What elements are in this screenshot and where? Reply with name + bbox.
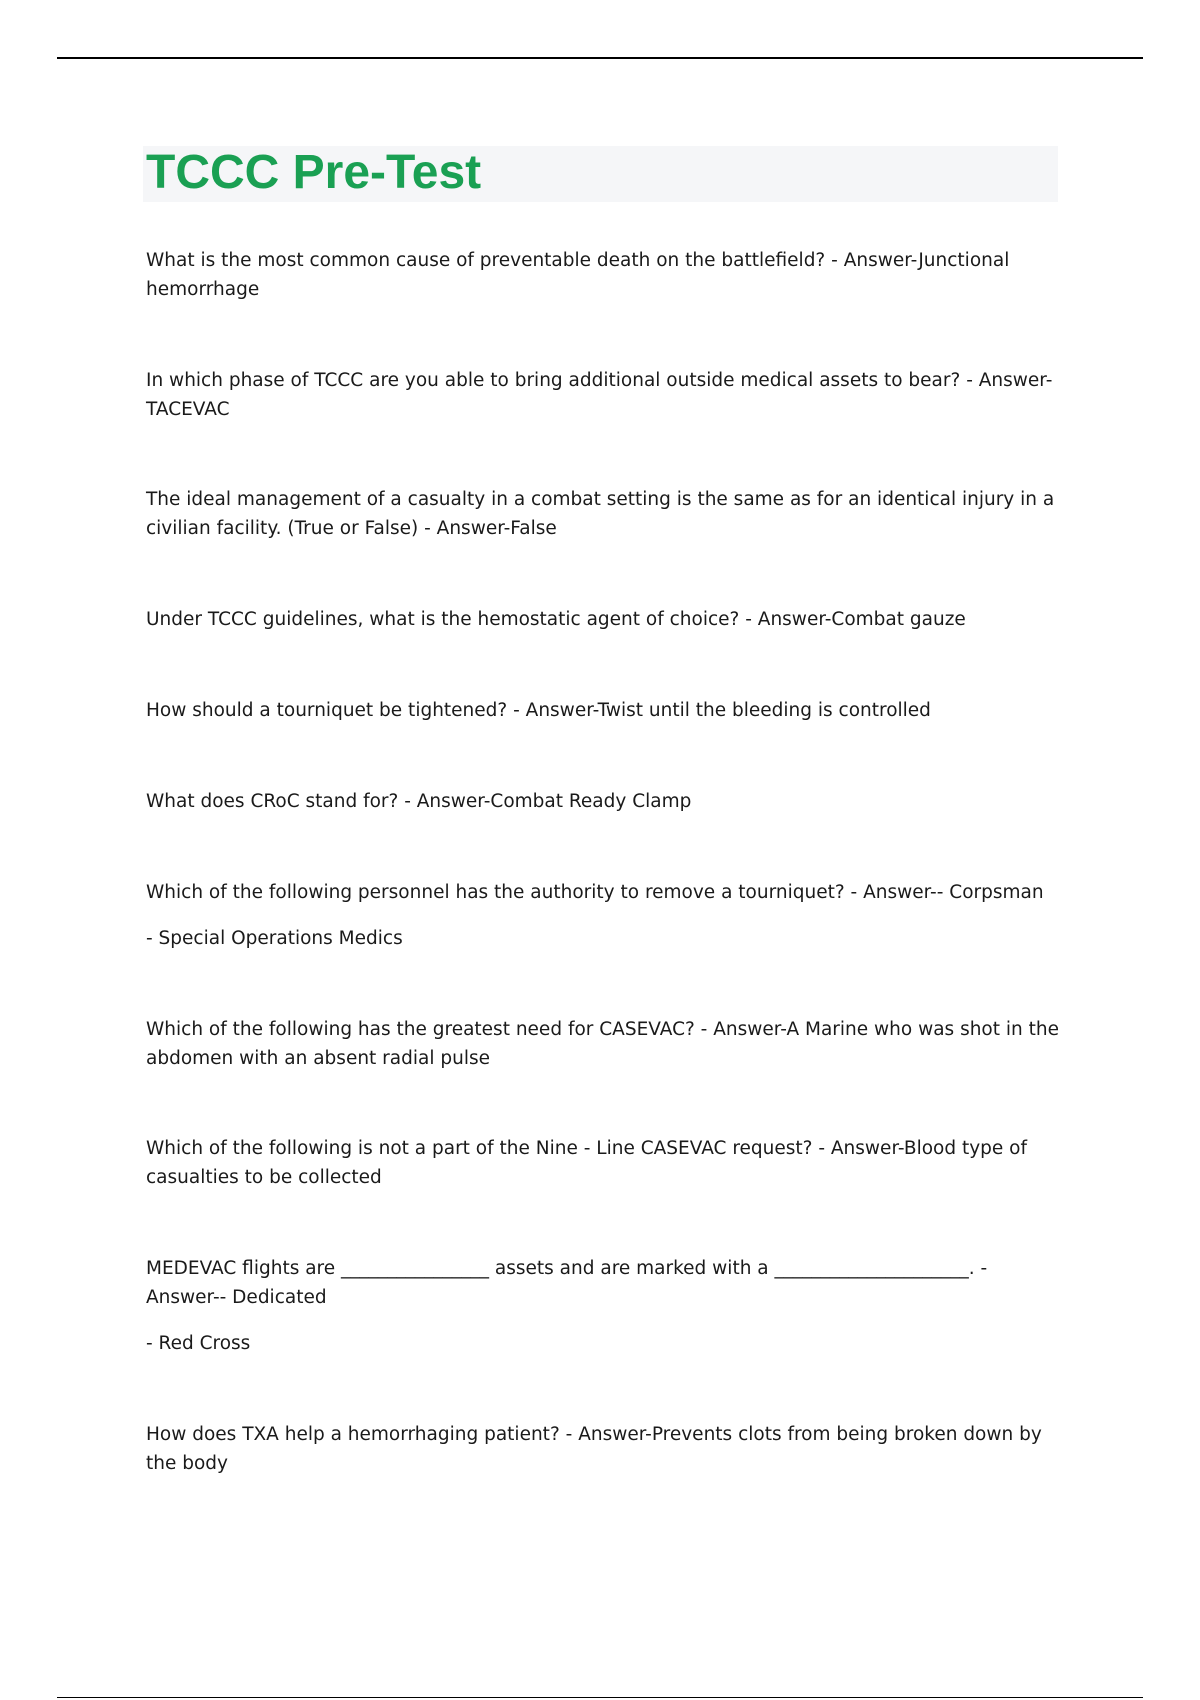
qa-item-9 [146,1134,1066,1192]
qa-item-1 [146,246,1066,304]
qa-text: In which phase of TCCC are you able to bring additional outside medical assets to bear? - Answer-TACEVAC [146,370,1053,420]
qa-item-3 [146,485,1066,543]
qa-text: The ideal management of a casualty in a combat setting is the same as for an identical injury in a civilian facility. (True or False) - Answer-False [146,489,1055,539]
qa-text: Which of the following personnel has the authority to remove a tourniquet? - Answer-- Corpsman [146,882,1044,903]
qa-text: How should a tourniquet be tightened? - Answer-Twist until the bleeding is controlled [146,700,931,721]
qa-item-2 [146,366,1066,424]
qa-text: What is the most common cause of preventable death on the battlefield? - Answer-Junctional hemorrhage [146,250,1010,300]
footer-rule [57,1697,1143,1698]
qa-item-5 [146,696,1066,725]
qa-answer-continuation: - Special Operations Medics [146,928,403,949]
qa-item-4 [146,605,1066,634]
qa-item-7 [146,878,1066,953]
page-title: TCCC Pre-Test [146,146,482,199]
qa-item-6 [146,787,1066,816]
qa-item-8 [146,1015,1066,1073]
qa-text: Which of the following is not a part of the Nine - Line CASEVAC request? - Answer-Blood type of casualties to be collected [146,1138,1028,1188]
qa-answer-continuation: - Red Cross [146,1333,251,1354]
qa-text: MEDEVAC flights are ________________ assets and are marked with a _____________________. - Answer-- Dedicated [146,1258,988,1308]
qa-text: Which of the following has the greatest need for CASEVAC? - Answer-A Marine who was shot in the abdomen with an absent radial pulse [146,1019,1059,1069]
qa-item-11 [146,1420,1066,1478]
header-rule [57,57,1143,59]
qa-text: Under TCCC guidelines, what is the hemostatic agent of choice? - Answer-Combat gauze [146,609,966,630]
qa-text: What does CRoC stand for? - Answer-Combat Ready Clamp [146,791,692,812]
qa-text: How does TXA help a hemorrhaging patient? - Answer-Prevents clots from being broken down by the body [146,1424,1042,1474]
qa-item-10 [146,1254,1066,1358]
